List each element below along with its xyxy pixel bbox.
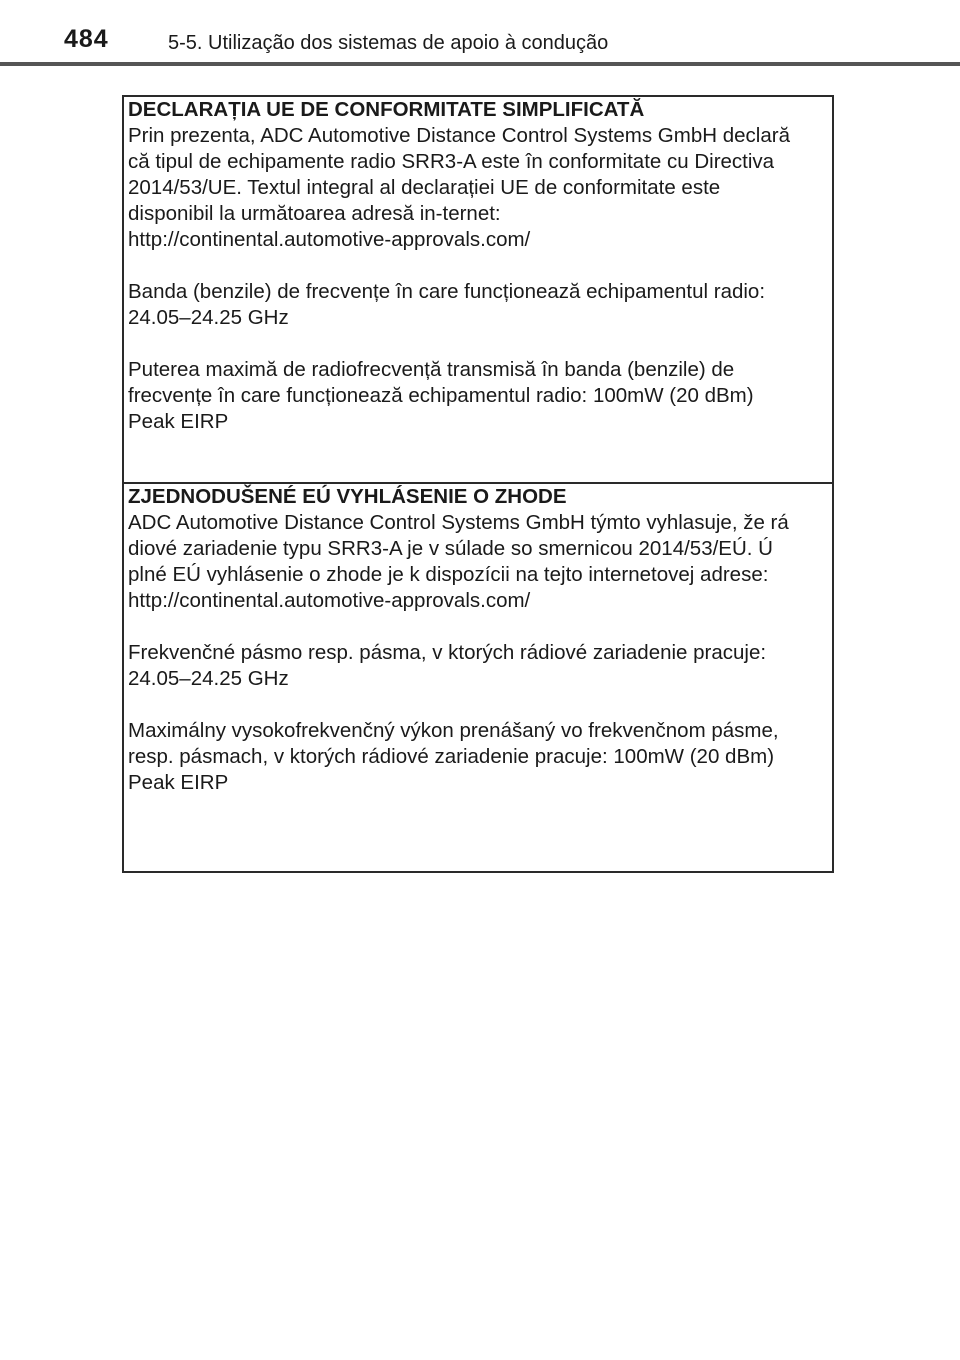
- romanian-declaration: [124, 97, 832, 484]
- slovak-intro-line: ADC Automotive Distance Control Systems GmbH týmto vyhlasuje, že rá: [128, 511, 789, 534]
- declaration-box: [122, 95, 834, 873]
- romanian-power-line: frecvențe în care funcționează echipamentul radio: 100mW (20 dBm): [128, 384, 754, 407]
- slovak-band-value: 24.05–24.25 GHz: [128, 667, 289, 690]
- slovak-intro-line: diové zariadenie typu SRR3-A je v súlade so smernicou 2014/53/EÚ. Ú: [128, 537, 773, 560]
- slovak-url: http://continental.automotive-approvals.com/: [128, 589, 531, 612]
- romanian-title: DECLARAȚIA UE DE CONFORMITATE SIMPLIFICATĂ: [128, 98, 645, 121]
- slovak-title: ZJEDNODUŠENÉ EÚ VYHLÁSENIE O ZHODE: [128, 485, 567, 508]
- slovak-power-line: Maximálny vysokofrekvenčný výkon prenášaný vo frekvenčnom pásme,: [128, 719, 779, 742]
- slovak-power-line: Peak EIRP: [128, 771, 229, 794]
- slovak-declaration: [124, 484, 832, 873]
- romanian-power-line: Peak EIRP: [128, 410, 229, 433]
- slovak-intro-line: plné EÚ vyhlásenie o zhode je k dispozícii na tejto internetovej adrese:: [128, 563, 769, 586]
- slovak-band-line: Frekvenčné pásmo resp. pásma, v ktorých rádiové zariadenie pracuje:: [128, 641, 767, 664]
- page-header: [0, 0, 960, 66]
- section-title: 5-5. Utilização dos sistemas de apoio à condução: [168, 32, 609, 54]
- romanian-intro-line: disponibil la următoarea adresă in-ternet:: [128, 202, 501, 225]
- romanian-intro-line: Prin prezenta, ADC Automotive Distance Control Systems GmbH declară: [128, 124, 790, 147]
- page-number: 484: [64, 25, 109, 53]
- slovak-power-line: resp. pásmach, v ktorých rádiové zariadenie pracuje: 100mW (20 dBm): [128, 745, 775, 768]
- romanian-band-line: Banda (benzile) de frecvențe în care funcționează echipamentul radio:: [128, 280, 766, 303]
- romanian-power-line: Puterea maximă de radiofrecvență transmisă în banda (benzile) de: [128, 358, 735, 381]
- romanian-intro-line: că tipul de echipamente radio SRR3-A este în conformitate cu Directiva: [128, 150, 775, 173]
- romanian-band-value: 24.05–24.25 GHz: [128, 306, 289, 329]
- header-divider: [0, 62, 960, 66]
- romanian-url: http://continental.automotive-approvals.com/: [128, 228, 531, 251]
- romanian-intro-line: 2014/53/UE. Textul integral al declarației UE de conformitate este: [128, 176, 721, 199]
